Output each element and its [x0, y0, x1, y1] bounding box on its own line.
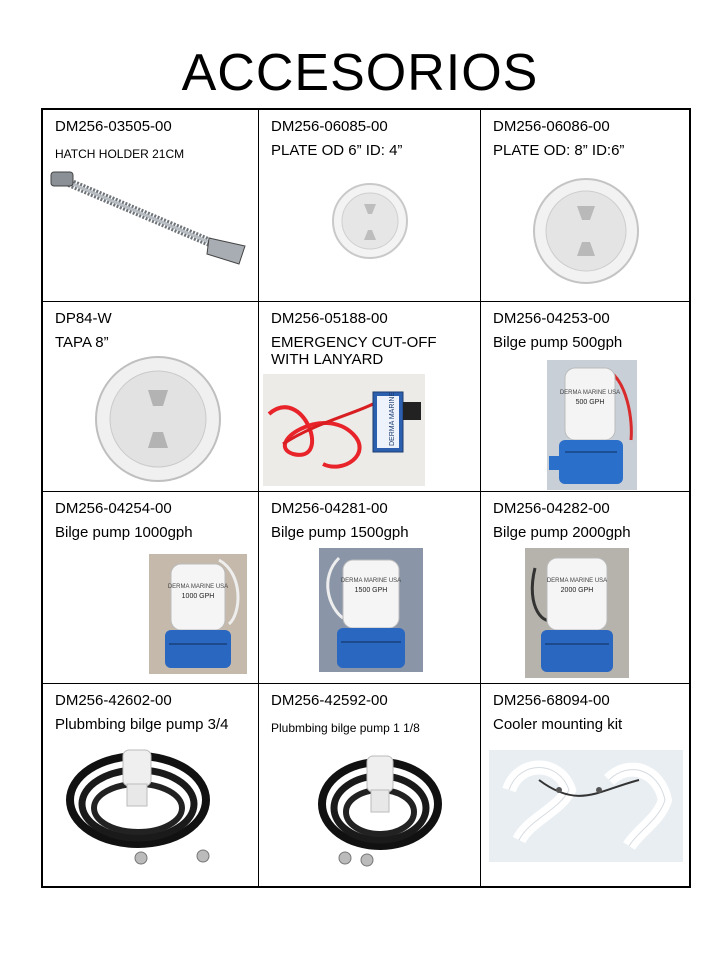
- bilge-pump-image: [547, 360, 637, 490]
- deck-plate-image: [531, 176, 641, 286]
- product-description: Plubmbing bilge pump 1 1/8: [271, 721, 420, 735]
- deck-plate-image: [331, 182, 409, 260]
- page-title: ACCESORIOS: [181, 44, 539, 102]
- hose-kit-image: [315, 742, 445, 870]
- product-cell: [481, 110, 689, 302]
- pump-capacity-label: 2000 GPH: [560, 587, 594, 594]
- pump-brand-label: DERMA MARINE USA: [167, 584, 229, 590]
- product-code: DM256-04254-00: [55, 500, 172, 517]
- product-description: Bilge pump 500gph: [493, 334, 623, 351]
- product-cell: [481, 684, 689, 886]
- product-cell: [481, 302, 689, 492]
- product-code: DP84-W: [55, 310, 112, 327]
- bilge-pump-image: [149, 554, 247, 674]
- product-description: HATCH HOLDER 21CM: [55, 147, 185, 161]
- pump-brand-label: DERMA MARINE USA: [340, 578, 402, 584]
- pump-capacity-label: 1000 GPH: [181, 593, 215, 600]
- product-cell: [259, 110, 481, 302]
- product-cell: [43, 492, 259, 684]
- pump-brand-label: DERMA MARINE USA: [546, 578, 608, 584]
- product-description: Bilge pump 2000gph: [493, 524, 631, 541]
- pump-capacity-label: 500 GPH: [575, 399, 605, 406]
- accessories-table: [41, 108, 691, 888]
- product-code: DM256-04253-00: [493, 310, 610, 327]
- product-code: DM256-42592-00: [271, 692, 388, 709]
- bilge-pump-image: [525, 548, 629, 678]
- hose-kit-image: [63, 740, 213, 870]
- product-code: DM256-06086-00: [493, 118, 610, 135]
- product-code: DM256-04282-00: [493, 500, 610, 517]
- product-cell: [259, 684, 481, 886]
- product-cell: [259, 492, 481, 684]
- product-description: TAPA 8”: [55, 334, 109, 351]
- product-code: DM256-04281-00: [271, 500, 388, 517]
- product-description: Plubmbing bilge pump 3/4: [55, 716, 229, 733]
- cooler-mounting-kit-image: [489, 750, 683, 862]
- cutoff-tag-label: DERMA MARINE: [389, 391, 396, 446]
- pump-capacity-label: 1500 GPH: [354, 587, 388, 594]
- hatch-holder-image: [49, 168, 249, 268]
- deck-plate-image: [93, 354, 223, 484]
- product-code: DM256-05188-00: [271, 310, 388, 327]
- product-description: EMERGENCY CUT-OFF WITH LANYARD: [271, 334, 437, 368]
- product-description: Cooler mounting kit: [493, 716, 623, 733]
- product-cell: [259, 302, 481, 492]
- product-cell: [481, 492, 689, 684]
- product-cell: [43, 302, 259, 492]
- bilge-pump-image: [319, 548, 423, 672]
- product-description: Bilge pump 1000gph: [55, 524, 193, 541]
- product-code: DM256-06085-00: [271, 118, 388, 135]
- product-code: DM256-42602-00: [55, 692, 172, 709]
- product-code: DM256-68094-00: [493, 692, 610, 709]
- product-code: DM256-03505-00: [55, 118, 172, 135]
- product-description: PLATE OD: 8” ID:6”: [493, 142, 625, 159]
- pump-brand-label: DERMA MARINE USA: [559, 390, 621, 396]
- product-cell: [43, 110, 259, 302]
- product-description: Bilge pump 1500gph: [271, 524, 409, 541]
- product-cell: [43, 684, 259, 886]
- product-description: PLATE OD 6” ID: 4”: [271, 142, 403, 159]
- emergency-cutoff-image: [263, 374, 425, 486]
